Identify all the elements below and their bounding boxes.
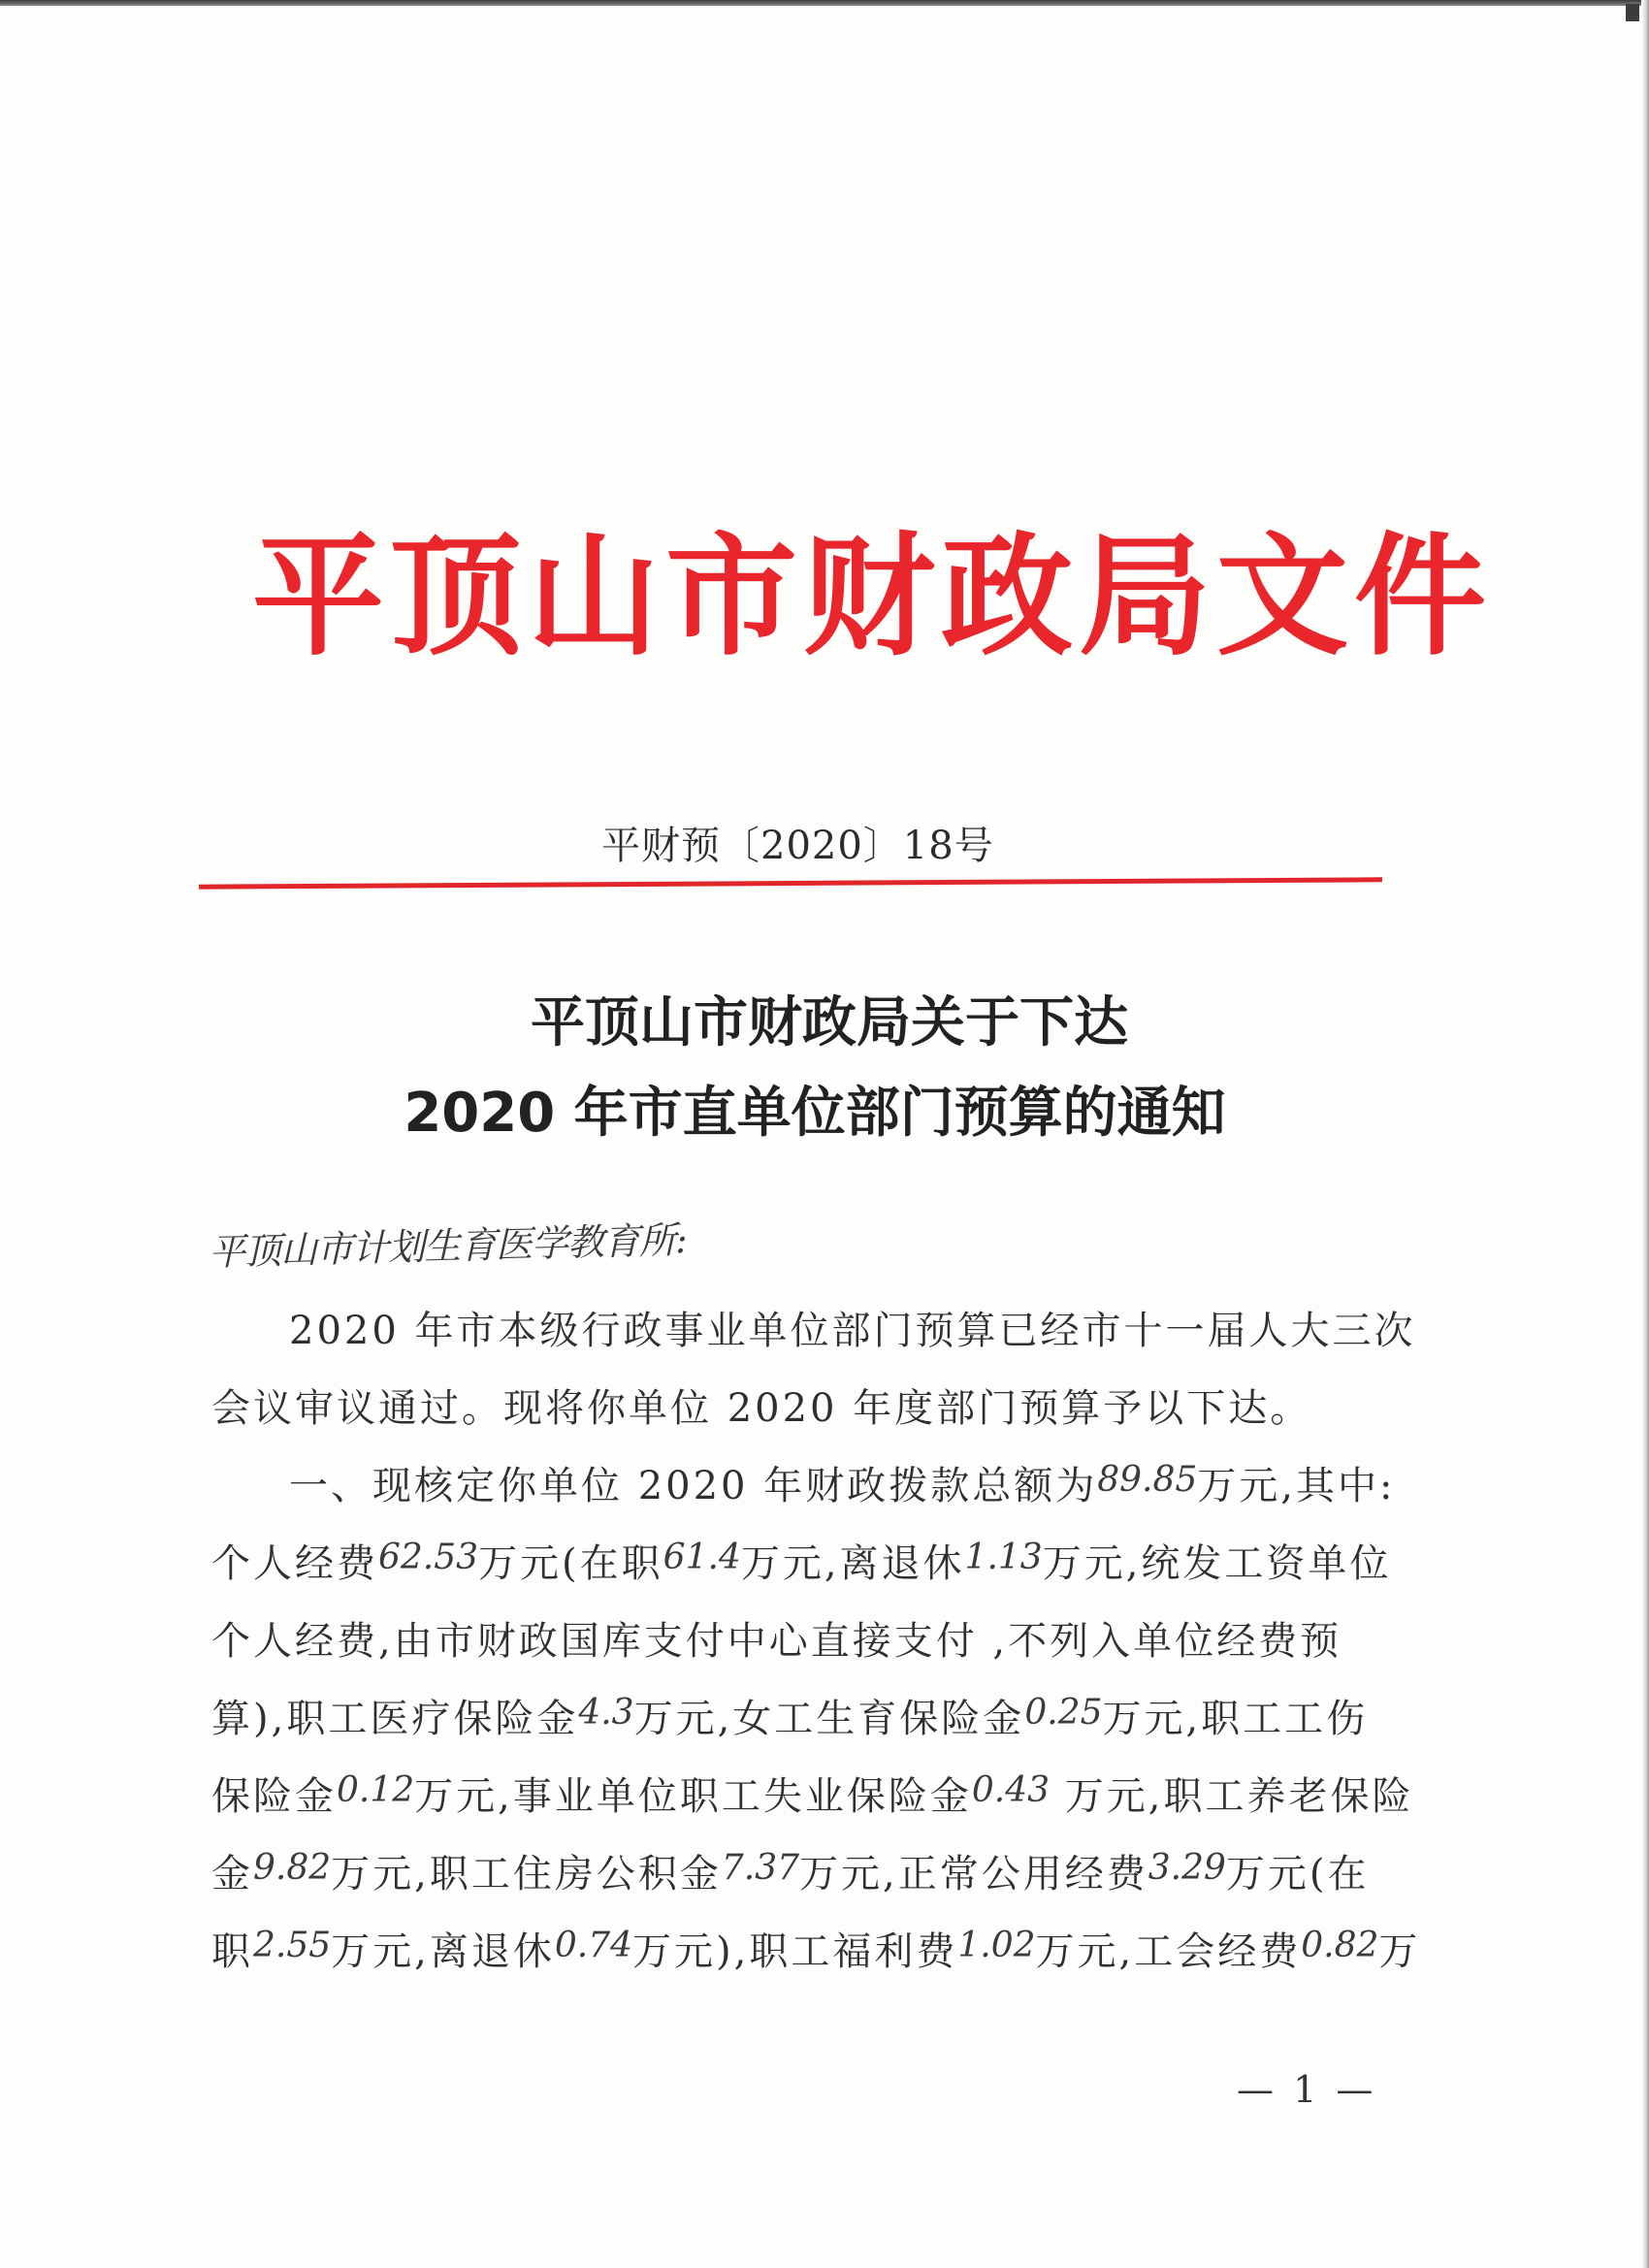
masthead-title: 平顶山市财政局文件 (252, 521, 1492, 674)
text-segment: 万元,女工生育保险金 (633, 1697, 1025, 1741)
text-segment: 万元,离退休 (331, 1929, 555, 1974)
page-number: — 1 — (1237, 2068, 1377, 2111)
handwritten-salutation: 平顶山市计划生育医学教育所: (208, 1218, 688, 1274)
handwritten-housing: 7.37 (721, 1848, 800, 1888)
text-segment: 万元(在职 (478, 1541, 663, 1586)
text-segment: 万元,职工住房公积金 (331, 1852, 722, 1896)
text-segment: 万元,正常公用经费 (799, 1852, 1148, 1896)
handwritten-maternity: 0.25 (1024, 1693, 1103, 1733)
item-1-line-7 (211, 1921, 1420, 1976)
text-segment: 金 (211, 1852, 253, 1896)
handwritten-injury: 0.12 (337, 1770, 415, 1810)
handwritten-public: 3.29 (1148, 1848, 1226, 1888)
handwritten-in-service: 61.4 (663, 1538, 741, 1577)
text-segment: 万元,职工工伤 (1102, 1697, 1369, 1741)
scan-edge-right (1641, 0, 1649, 2268)
scan-edge-top (0, 0, 1649, 6)
red-divider-line (199, 877, 1382, 889)
text-segment: 万元,离退休 (740, 1541, 965, 1586)
handwritten-retired: 1.13 (964, 1538, 1043, 1577)
paragraph-1-line-1: 2020 年市本级行政事业单位部门预算已经市十一届人大三次 (289, 1309, 1416, 1353)
text-segment: 万元,事业单位职工失业保险金 (414, 1774, 972, 1819)
text-segment: 保险金 (211, 1774, 337, 1819)
item-1-line-5 (211, 1766, 1413, 1821)
notice-title-line-2: 2020 年市直单位部门预算的通知 (404, 1082, 1226, 1145)
handwritten-welfare: 1.02 (957, 1926, 1036, 1965)
text-segment: 万元,职工养老保险 (1050, 1774, 1414, 1819)
handwritten-personal: 62.53 (378, 1538, 479, 1577)
handwritten-public-in: 2.55 (253, 1926, 332, 1965)
item-1-line-1 (289, 1455, 1396, 1510)
item-1-line-6 (211, 1843, 1370, 1898)
text-segment: 一、现核定你单位 2020 年财政拨款总额为 (289, 1464, 1098, 1508)
item-1-line-2 (211, 1533, 1391, 1588)
handwritten-union: 0.82 (1301, 1926, 1379, 1965)
text-segment: 职 (211, 1929, 253, 1974)
handwritten-pension: 9.82 (253, 1848, 332, 1888)
text-segment: 万元,统发工资单位 (1042, 1541, 1392, 1586)
text-segment: 万元(在 (1225, 1852, 1370, 1896)
handwritten-public-retired: 0.74 (554, 1926, 633, 1965)
handwritten-medical: 4.3 (578, 1693, 634, 1733)
item-1-line-4 (211, 1688, 1368, 1743)
handwritten-total: 89.85 (1097, 1460, 1198, 1500)
handwritten-unemployment: 0.43 (971, 1770, 1051, 1810)
text-segment: 万元,其中: (1197, 1464, 1396, 1508)
scan-corner-mark (1626, 4, 1639, 21)
item-1-line-3: 个人经费,由市财政国库支付中心直接支付 ,不列入单位经费预 (211, 1619, 1342, 1664)
text-segment: 算),职工医疗保险金 (211, 1697, 579, 1741)
document-number: 平财预〔2020〕18号 (601, 824, 994, 868)
text-segment: 万 (1378, 1929, 1421, 1974)
paragraph-1-line-2: 会议审议通过。现将你单位 2020 年度部门预算予以下达。 (211, 1386, 1312, 1431)
text-segment: 个人经费 (211, 1541, 378, 1586)
text-segment: 万元),职工福利费 (632, 1929, 958, 1974)
text-segment: 万元,工会经费 (1035, 1929, 1302, 1974)
notice-title-line-1: 平顶山市财政局关于下达 (531, 991, 1128, 1054)
